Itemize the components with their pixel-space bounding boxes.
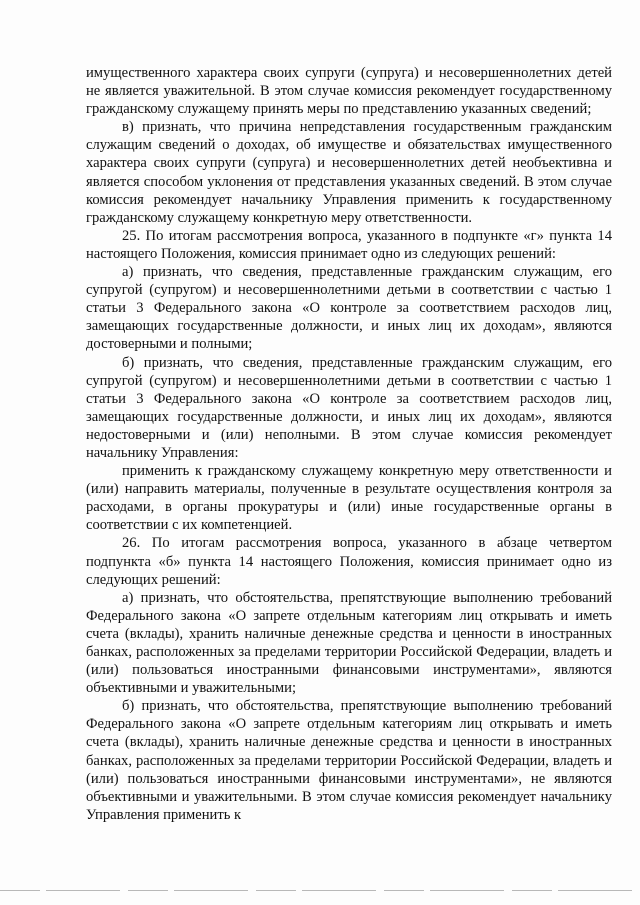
paragraph-continuation: имущественного характера своих супруги (супруга) и несовершеннолетних детей не является уважительной. В этом случае комиссия рекомендует государственному гражданскому служащему принять меры по представлению указанных сведений; <box>86 65 612 118</box>
paragraph-clause-25: 25. По итогам рассмотрения вопроса, указанного в подпункте «г» пункта 14 настоящего Положения, комиссия принимает одно из следующих решений: <box>86 227 612 262</box>
paragraph-25-measure: применить к гражданскому служащему конкретную меру ответственности и (или) направить материалы, полученные в результате осуществления контроля за расходами, в органы прокуратуры и (или) иные государственные органы в соответствии с их компетенцией. <box>86 463 612 534</box>
paragraph-25-item-b: б) признать, что сведения, представленные гражданским служащим, его супругой (супругом) и несовершеннолетними детьми в соответствии с частью 1 статьи 3 Федерального закона «О контроле за соответствием расходов лиц, замещающих государственные должности, и иных лиц их доходам», являются недостоверными и (или) неполными. В этом случае комиссия рекомендует начальнику Управления: <box>86 354 612 461</box>
paragraph-clause-26: 26. По итогам рассмотрения вопроса, указанного в абзаце четвертом подпункта «б» пункта 14 настоящего Положения, комиссия принимает одно из следующих решений: <box>86 535 612 588</box>
paragraph-26-item-a: а) признать, что обстоятельства, препятствующие выполнению требований Федерального закона «О запрете отдельным категориям лиц открывать и иметь счета (вклады), хранить наличные денежные средства и ценности в иностранных банках, расположенных за пределами территории Российской Федерации, владеть и (или) пользоваться иностранными финансовыми инструментами», являются объективными и уважительными; <box>86 589 612 697</box>
document-body <box>86 64 612 824</box>
scan-bottom-edge <box>0 890 640 891</box>
paragraph-item-v: в) признать, что причина непредставления государственным гражданским служащим сведений о доходах, об имуществе и обязательствах имущественного характера своих супруги (супруга) и несовершеннолетних детей необъективна и является способом уклонения от представления указанных сведений. В этом случае комиссия рекомендует начальнику Управления применить к государственному гражданскому служащему конкретную меру ответственности. <box>86 119 612 226</box>
paragraph-26-item-b: б) признать, что обстоятельства, препятствующие выполнению требований Федерального закона «О запрете отдельным категориям лиц открывать и иметь счета (вклады), хранить наличные денежные средства и ценности в иностранных банках, расположенных за пределами территории Российской Федерации, владеть и (или) пользоваться иностранными финансовыми инструментами», не являются объективными и уважительными. В этом случае комиссия рекомендует начальнику Управления применить к <box>86 698 612 823</box>
paragraph-25-item-a: а) признать, что сведения, представленные гражданским служащим, его супругой (супругом) и несовершеннолетними детьми в соответствии с частью 1 статьи 3 Федерального закона «О контроле за соответствием расходов лиц, замещающих государственные должности, и иных лиц их доходам», являются достоверными и полными; <box>86 264 612 353</box>
